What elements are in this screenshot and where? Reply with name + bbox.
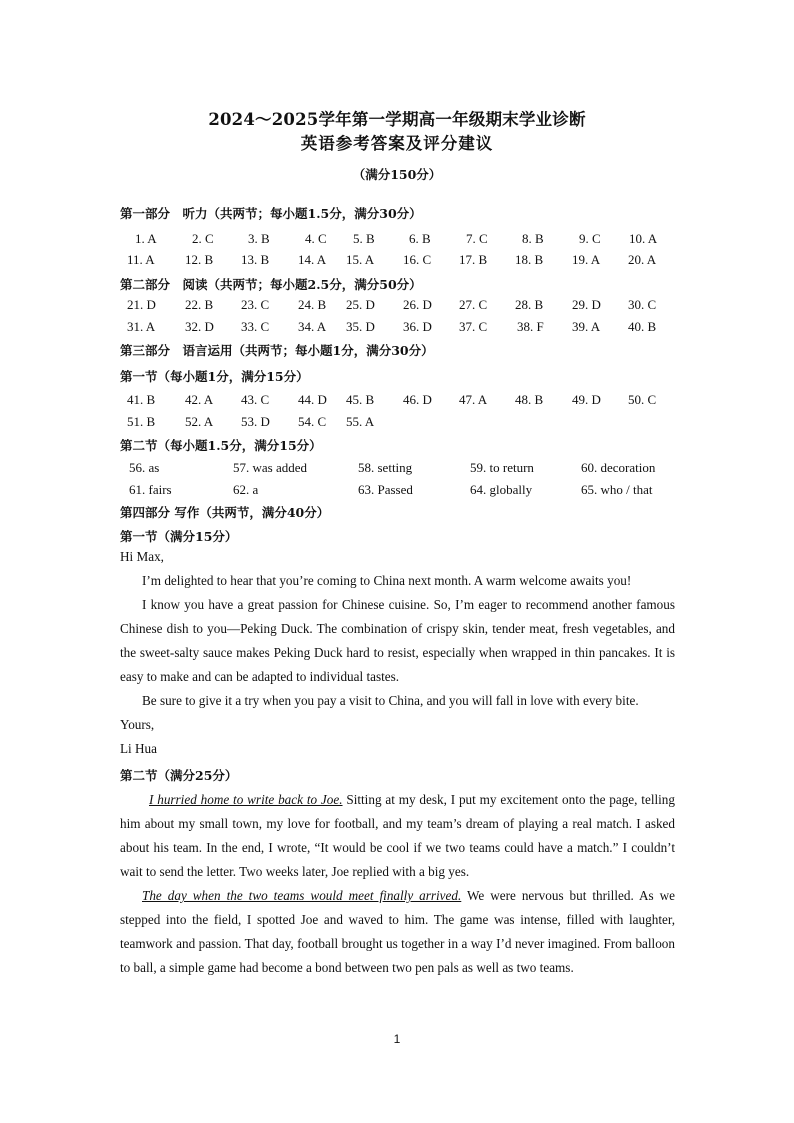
answer: 41. B (127, 392, 156, 407)
letter-paragraph: I know you have a great passion for Chinese cuisine. So, I’m eager to recommend another famous Chinese dish to you—Peking Duck. The combination of crispy skin, tender meat, fresh vegetables, and the sweet-salty sauce makes Peking Duck hard to resist, especially when wrapped in thin pancakes. It is easy to make and can be adapted to individual tastes. (120, 597, 675, 684)
answer: 39. A (572, 319, 601, 334)
answer: 53. D (241, 414, 270, 429)
answer: 42. A (185, 392, 214, 407)
answer: 44. D (298, 392, 327, 407)
answer: 14. A (298, 252, 327, 267)
answer: 24. B (298, 297, 327, 312)
answer-row (0, 392, 794, 410)
answer: 19. A (572, 252, 601, 267)
answer: 11. A (127, 252, 155, 267)
answer: 17. B (459, 252, 488, 267)
letter-paragraph: Be sure to give it a try when you pay a visit to China, and you will fall in love with every bite. (142, 693, 639, 708)
part1-heading: 第一部分 听力（共两节；每小题1.5分，满分30分） (120, 206, 422, 221)
answer: 65. who / that (581, 482, 653, 497)
part4-section1-heading: 第一节（满分15分） (120, 529, 238, 544)
answer: 16. C (403, 252, 432, 267)
part2-heading: 第二部分 阅读（共两节；每小题2.5分，满分50分） (120, 277, 422, 292)
sample-letter (120, 545, 675, 761)
answer: 61. fairs (129, 482, 172, 497)
answer: 33. C (241, 319, 270, 334)
answer: 28. B (515, 297, 544, 312)
answer: 49. D (572, 392, 601, 407)
answer: 40. B (628, 319, 657, 334)
answer: 20. A (628, 252, 657, 267)
answer: 10. A (629, 231, 658, 246)
answer: 60. decoration (581, 460, 656, 475)
part4-section2-heading: 第二节（满分25分） (120, 768, 238, 783)
total-score: （满分150分） (352, 167, 442, 182)
letter-greeting: Hi Max, (120, 549, 164, 564)
answer-row (0, 252, 794, 270)
page-number: 1 (393, 1032, 401, 1046)
essay-paragraph (120, 788, 675, 884)
answer: 32. D (185, 319, 214, 334)
essay-text: We were nervous but thrilled. As we stepped into the field, I spotted Joe and waved to him. The game was intense, filled with laughter, teamwork and passion. That day, football brought us together in a way I’d never imagined. From balloon to ball, a simple game had become a bond between two pen pals as well as two teams. (120, 888, 675, 975)
answer-row (0, 231, 794, 249)
answer: 25. D (346, 297, 375, 312)
answer: 2. C (192, 231, 214, 246)
answer: 59. to return (470, 460, 534, 475)
answer: 34. A (298, 319, 327, 334)
answer-row (0, 414, 794, 432)
answer: 5. B (353, 231, 375, 246)
answer: 56. as (129, 460, 160, 475)
answer: 64. globally (470, 482, 533, 497)
answer: 8. B (522, 231, 544, 246)
answer: 62. a (233, 482, 259, 497)
answer: 54. C (298, 414, 327, 429)
answer: 46. D (403, 392, 432, 407)
answer: 51. B (127, 414, 156, 429)
letter-paragraph: I’m delighted to hear that you’re coming to China next month. A warm welcome awaits you! (142, 573, 632, 588)
answer: 4. C (305, 231, 327, 246)
answer: 29. D (572, 297, 601, 312)
given-opening-sentence: The day when the two teams would meet finally arrived. (142, 888, 462, 903)
part4-heading: 第四部分 写作（共两节，满分40分） (120, 505, 330, 520)
part3-section1-heading: 第一节（每小题1分，满分15分） (120, 369, 309, 384)
answer: 21. D (127, 297, 156, 312)
answer: 35. D (346, 319, 375, 334)
answer: 31. A (127, 319, 156, 334)
answer: 57. was added (233, 460, 308, 475)
essay-paragraph (120, 884, 675, 980)
answer: 18. B (515, 252, 544, 267)
given-opening-sentence: I hurried home to write back to Joe. (149, 792, 343, 807)
answer: 48. B (515, 392, 544, 407)
answer: 26. D (403, 297, 432, 312)
answer-row (0, 297, 794, 315)
answer-row (0, 460, 794, 478)
answer: 47. A (459, 392, 488, 407)
letter-signature: Li Hua (120, 741, 157, 756)
answer: 13. B (241, 252, 270, 267)
answer: 63. Passed (358, 482, 413, 497)
essay-text: Sitting at my desk, I put my excitement onto the page, telling him about my small town, my love for football, and my team’s dream of playing a real match. I asked about his team. In the end, I wrote, “It would be cool if we two teams could have a match.” I couldn’t wait to send the letter. Two weeks later, Joe replied with a big yes. (120, 792, 675, 879)
answer: 52. A (185, 414, 214, 429)
answer: 23. C (241, 297, 270, 312)
answer: 50. C (628, 392, 657, 407)
answer: 12. B (185, 252, 214, 267)
answer: 7. C (466, 231, 488, 246)
answer: 1. A (135, 231, 157, 246)
letter-closing: Yours, (120, 717, 155, 732)
answer: 6. B (409, 231, 431, 246)
answer-row (0, 319, 794, 337)
answer-row (0, 482, 794, 500)
title-line-1: 2024～2025学年第一学期高一年级期末学业诊断 (208, 110, 586, 129)
answer: 43. C (241, 392, 270, 407)
answer: 55. A (346, 414, 375, 429)
answer: 38. F (517, 319, 544, 334)
part3-section2-heading: 第二节（每小题1.5分，满分15分） (120, 438, 322, 453)
title-line-2: 英语参考答案及评分建议 (300, 134, 494, 153)
answer: 3. B (248, 231, 270, 246)
answer: 30. C (628, 297, 657, 312)
answer: 58. setting (358, 460, 413, 475)
answer: 9. C (579, 231, 601, 246)
part3-heading: 第三部分 语言运用（共两节；每小题1分，满分30分） (120, 343, 434, 358)
continuation-essay (120, 788, 675, 980)
answer: 36. D (403, 319, 432, 334)
answer: 45. B (346, 392, 375, 407)
answer: 27. C (459, 297, 488, 312)
answer: 15. A (346, 252, 375, 267)
answer: 22. B (185, 297, 214, 312)
answer: 37. C (459, 319, 488, 334)
